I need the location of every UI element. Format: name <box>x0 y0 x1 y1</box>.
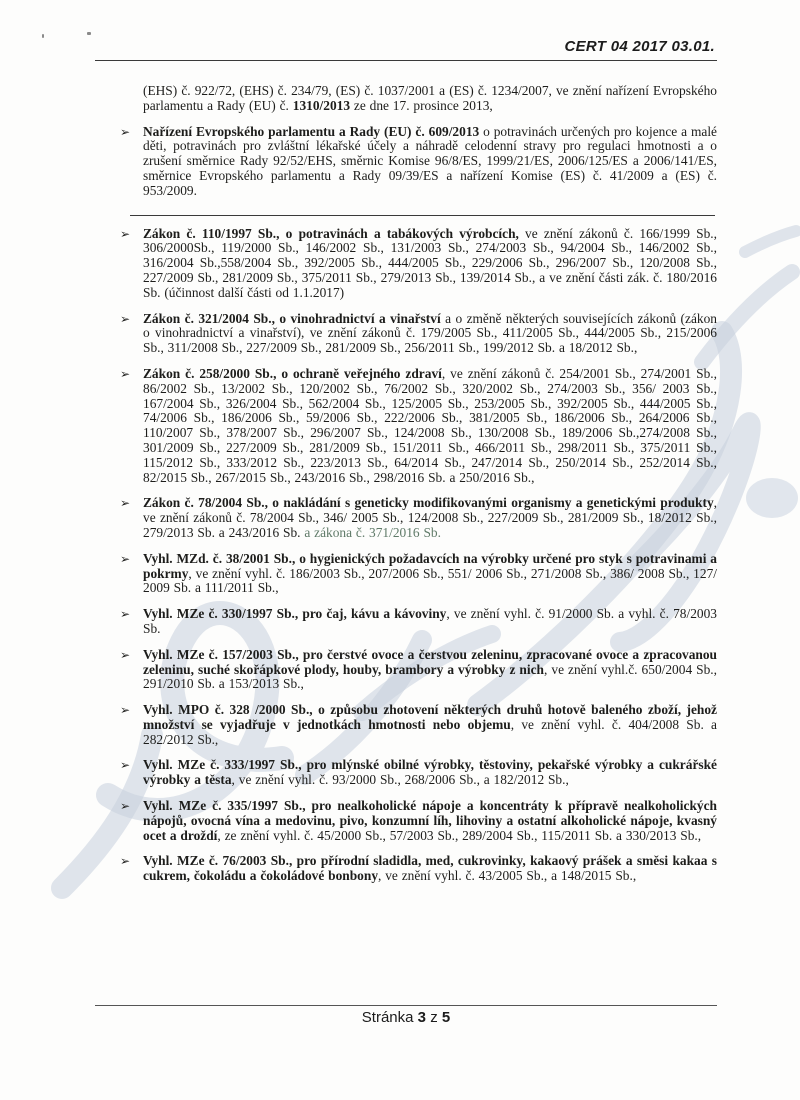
text-segment: Nařízení Evropského parlamentu a Rady (EU) č. 609/2013 <box>143 123 480 139</box>
list-item <box>95 703 717 747</box>
text-segment: , ve znění vyhl. č. 93/2000 Sb., 268/2006 Sb., a 182/2012 Sb., <box>231 772 569 788</box>
arrow-bullet-icon: ➢ <box>120 703 131 718</box>
list-item-text <box>143 552 717 596</box>
text-segment: , ve znění vyhl. č. 91/2000 Sb. a vyhl. č. 78/2003 Sb. <box>143 606 717 636</box>
list-item <box>95 312 717 356</box>
text-segment: Zákon č. 78/2004 Sb., o nakládání s geneticky modifikovanými organismy a genetickými produkty <box>143 495 714 511</box>
footer-total-pages: 5 <box>441 1009 451 1026</box>
list-item-text <box>143 312 717 356</box>
list-item-text <box>143 648 717 692</box>
list-item-text <box>143 125 717 199</box>
document-code: CERT 04 2017 03.01. <box>564 38 715 55</box>
text-segment: , ve znění vyhl.č. 650/2004 Sb., 291/2010 Sb. a 153/2013 Sb., <box>143 661 718 692</box>
list-item-text <box>143 854 717 884</box>
header-rule <box>95 60 717 61</box>
text-segment: , ze znění vyhl. č. 45/2000 Sb., 57/2003 Sb., 289/2004 Sb., 115/2011 Sb. a 330/2013 Sb., <box>217 827 702 843</box>
arrow-bullet-icon: ➢ <box>120 799 131 814</box>
arrow-bullet-icon: ➢ <box>120 124 131 139</box>
list-item-text <box>143 496 717 540</box>
arrow-bullet-icon: ➢ <box>120 366 131 381</box>
text-segment: , ve znění zákonů č. 78/2004 Sb., 346/ 2005 Sb., 124/2008 Sb., 227/2009 Sb., 281/2009 Sb., 18/2012 Sb., 279/2013 Sb. a 243/2016 Sb. <box>143 495 717 540</box>
arrow-bullet-icon: ➢ <box>120 551 131 566</box>
document-body <box>95 84 717 884</box>
text-segment: a zákona č. 371/2016 Sb. <box>304 524 441 540</box>
text-segment: Zákon č. 110/1997 Sb., o potravinách a tabákových výrobcích, <box>143 225 519 241</box>
list-item-text <box>143 758 717 788</box>
arrow-bullet-icon: ➢ <box>120 496 131 511</box>
text-segment: Vyhl. MZe č. 330/1997 Sb., pro čaj, kávu a kávoviny <box>143 606 447 622</box>
section-divider <box>130 215 715 216</box>
footer-label: Stránka <box>361 1009 414 1026</box>
list-item <box>95 125 717 199</box>
text-segment: , ve znění vyhl. č. 404/2008 Sb. a 282/2012 Sb., <box>143 716 717 747</box>
text-segment: Zákon č. 321/2004 Sb., o vinohradnictví a vinařství <box>143 310 441 326</box>
text-segment: ze dne 17. prosince 2013, <box>350 97 493 113</box>
footer-rule <box>95 1005 717 1006</box>
list-item-text <box>143 227 717 301</box>
text-segment: , ve znění vyhl. č. 43/2005 Sb., a 148/2015 Sb., <box>378 868 637 884</box>
list-item-text <box>143 703 717 747</box>
arrow-bullet-icon: ➢ <box>120 311 131 326</box>
law-list <box>95 125 717 884</box>
footer-current-page: 3 <box>417 1009 427 1026</box>
arrow-bullet-icon: ➢ <box>120 854 131 869</box>
list-item <box>95 758 717 788</box>
list-item-text <box>143 367 717 485</box>
page-number <box>95 1009 717 1026</box>
text-segment: Vyhl. MZe č. 76/2003 Sb., pro přírodní sladidla, med, cukrovinky, kakaový prášek a směsi kakaa s cukrem, čokoládu a čokoládové bonbony <box>143 853 717 884</box>
arrow-bullet-icon: ➢ <box>120 226 131 241</box>
arrow-bullet-icon: ➢ <box>120 758 131 773</box>
text-segment: Vyhl. MZe č. 157/2003 Sb., pro čerstvé ovoce a čerstvou zeleninu, zpracované ovoce a zpracovanou zeleninu, suché skořápkové plody, houby, brambory a výrobky z nich <box>143 646 717 677</box>
text-segment: a o změně některých souvisejících zákonů (zákon o vinohradnictví a vinařství), ve znění zákonů č. 179/2005 Sb., 411/2005 Sb., 444/2005 Sb., 215/2006 Sb., 311/2008 Sb., 227/2009 Sb., 281/2009 Sb., 256/2011 Sb., 199/2012 Sb. a 18/2012 Sb., <box>143 310 717 356</box>
scan-speck <box>87 32 91 35</box>
text-segment: Vyhl. MZe č. 335/1997 Sb., pro nealkoholické nápoje a koncentráty k přípravě nealkoholických nápojů, ovocná vína a medovinu, pivo, konzumní líh, lihoviny a ostatní alkoholické nápoje, kvasný ocet a droždí <box>143 798 717 843</box>
text-segment: ve znění zákonů č. 166/1999 Sb., 306/2000Sb., 119/2000 Sb., 146/2002 Sb., 131/2003 Sb., 274/2003 Sb., 94/2004 Sb., 146/2002 Sb., 316/2004 Sb.,558/2004 Sb., 392/2005 Sb., 444/2005 Sb., 229/2006 Sb., 296/2007 Sb., 120/2008 Sb., 227/2009 Sb., 281/2009 Sb., 375/2011 Sb., 279/2013 Sb., 139/2014 Sb., a ve znění části zák. č. 180/2016 Sb. (účinnost další části od 1.1.2017) <box>143 225 718 300</box>
list-item <box>95 607 717 637</box>
scan-speck <box>42 34 44 38</box>
list-item <box>95 648 717 692</box>
list-item-text <box>143 799 717 843</box>
arrow-bullet-icon: ➢ <box>120 647 131 662</box>
footer-of-word: z <box>430 1009 438 1026</box>
intro-paragraph <box>143 84 717 114</box>
list-item <box>95 367 717 485</box>
list-item <box>95 854 717 884</box>
page-footer <box>95 1005 717 1026</box>
text-segment: Vyhl. MPO č. 328 /2000 Sb., o způsobu zhotovení některých druhů hotově baleného zboží, jehož množství se vyjadřuje v jednotkách hmotnosti nebo objemu <box>143 702 717 732</box>
page-header <box>95 0 717 61</box>
text-segment: 1310/2013 <box>292 97 351 113</box>
list-item-text <box>143 607 717 637</box>
arrow-bullet-icon: ➢ <box>120 607 131 622</box>
list-item <box>95 799 717 843</box>
list-item <box>95 552 717 596</box>
text-segment: (EHS) č. 922/72, (EHS) č. 234/79, (ES) č. 1037/2001 a (ES) č. 1234/2007, ve znění nařízení Evropského parlamentu a Rady (EU) č. <box>143 83 717 113</box>
text-segment: o potravinách určených pro kojence a malé děti, potravinách pro zvláštní lékařské účely a náhradě celodenní stravy pro regulaci hmotnosti a o zrušení směrnice Rady 92/52/EHS, směrnic Komise 96/8/ES, 1999/21/ES, 2006/125/ES a 2006/141/ES, směrnice Evropského parlamentu a Rady 09/39/ES a nařízení Komise (ES) č. 41/2009 a (ES) č. 953/2009. <box>143 123 717 198</box>
text-segment: , ve znění vyhl. č. 186/2003 Sb., 207/2006 Sb., 551/ 2006 Sb., 271/2008 Sb., 386/ 2008 Sb., 127/ 2009 Sb. a 111/2011 Sb., <box>143 565 717 596</box>
list-item <box>95 227 717 301</box>
text-segment: Vyhl. MZe č. 333/1997 Sb., pro mlýnské obilné výrobky, těstoviny, pekařské výrobky a cukrářské výrobky a těsta <box>143 757 717 788</box>
text-segment: Vyhl. MZd. č. 38/2001 Sb., o hygienických požadavcích na výrobky určené pro styk s potravinami a pokrmy <box>143 550 717 581</box>
text-segment: , ve znění zákonů č. 254/2001 Sb., 274/2001 Sb., 86/2002 Sb., 13/2002 Sb., 120/2002 Sb., 76/2002 Sb., 320/2002 Sb., 274/2003 Sb., 356/ 2003 Sb., 167/2004 Sb., 326/2004 Sb., 562/2004 Sb., 125/2005 Sb., 253/2005 Sb., 392/2005 Sb., 444/2005 Sb., 74/2006 Sb., 186/2006 Sb., 59/2006 Sb., 222/2006 Sb., 381/2005 Sb., 186/2006 Sb., 264/2006 Sb., 110/2007 Sb., 378/2007 Sb., 296/2007 Sb., 124/2008 Sb., 130/2008 Sb., 189/2006 Sb.,274/2008 Sb., 301/2009 Sb., 227/2009 Sb., 281/2009 Sb., 151/2011 Sb., 466/2011 Sb., 298/2011 Sb., 375/2011 Sb., 115/2012 Sb., 333/2012 Sb., 223/2013 Sb., 64/2014 Sb., 247/2014 Sb., 250/2014 Sb., 252/2014 Sb., 82/2015 Sb., 267/2015 Sb., 243/2016 Sb., 298/2016 Sb. a 250/2016 Sb., <box>143 365 717 485</box>
text-segment: Zákon č. 258/2000 Sb., o ochraně veřejného zdraví <box>143 365 442 381</box>
list-item <box>95 496 717 540</box>
